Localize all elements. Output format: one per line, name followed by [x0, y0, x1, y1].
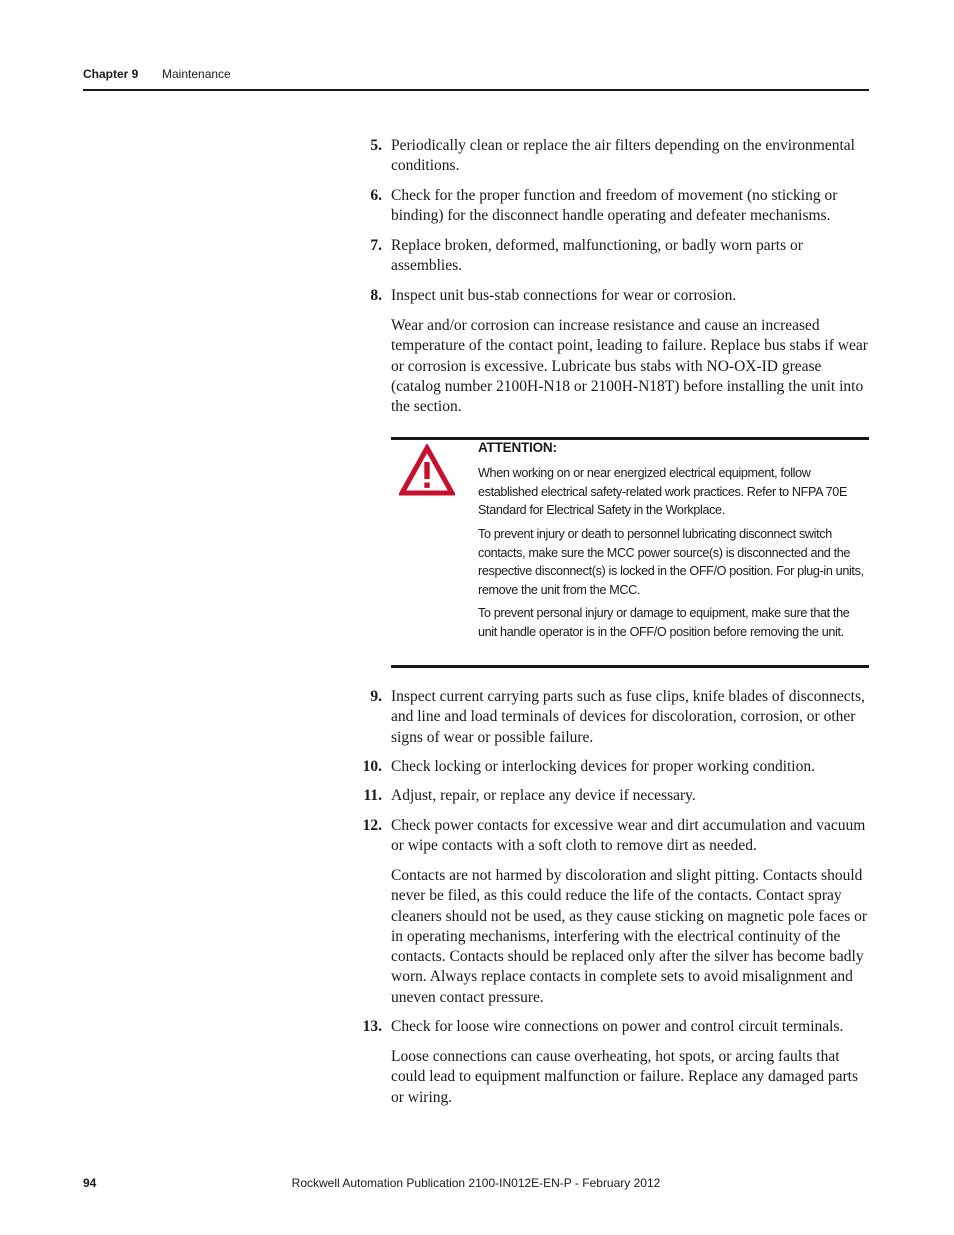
- step-number: 6.: [370, 187, 382, 204]
- step-number: 5.: [370, 137, 382, 154]
- attention-paragraph: To prevent injury or death to personnel lubricating disconnect switch contacts, make sure the MCC power source(s) is disconnected and the respective disconnect(s) is locked in the OFF/O position. For plug-in units, remove the unit from the MCC.: [478, 527, 864, 597]
- attention-title: ATTENTION:: [478, 440, 557, 455]
- section-title: Maintenance: [162, 67, 231, 81]
- step-text: Inspect unit bus-stab connections for wear or corrosion.: [391, 287, 737, 304]
- step-number: 13.: [362, 1018, 382, 1035]
- warning-triangle-icon: [399, 444, 455, 496]
- publication-info: Rockwell Automation Publication 2100-IN012E-EN-P - February 2012: [291, 1176, 661, 1190]
- step-text: Check locking or interlocking devices for proper working condition.: [391, 758, 815, 775]
- step-text: Replace broken, deformed, malfunctioning, or badly worn parts or assemblies.: [391, 237, 803, 275]
- attention-bottom-rule: [391, 665, 869, 668]
- step-number: 11.: [363, 787, 382, 804]
- attention-paragraph: When working on or near energized electrical equipment, follow established electrical safety-related work practices. Refer to NFPA 70E Standard for Electrical Safety in the Workplace.: [478, 466, 847, 518]
- step-text: Periodically clean or replace the air filters depending on the environmental conditions.: [391, 137, 855, 175]
- step-13-note: Loose connections can cause overheating, hot spots, or arcing faults that could lead to equipment malfunction or failure. Replace any damaged parts or wiring.: [391, 1048, 858, 1106]
- step-text: Inspect current carrying parts such as fuse clips, knife blades of disconnects, and line and load terminals of devices for discoloration, corrosion, or other signs of wear or possible failure.: [391, 688, 865, 746]
- step-12-note: Contacts are not harmed by discoloration and slight pitting. Contacts should never be filed, as this could reduce the life of the contacts. Contact spray cleaners should not be used, as they cause sticking on magnetic pole faces or in operating mechanisms, interfering with the electrical continuity of the contacts. Contacts should be replaced only after the silver has become badly worn. Always replace contacts in complete sets to avoid misalignment and uneven contact pressure.: [391, 867, 868, 1006]
- attention-box: [391, 437, 869, 669]
- page-number: 94: [83, 1176, 97, 1190]
- step-text: Check power contacts for excessive wear and dirt accumulation and vacuum or wipe contacts with a soft cloth to remove dirt as needed.: [391, 817, 866, 855]
- step-text: Check for loose wire connections on power and control circuit terminals.: [391, 1018, 844, 1035]
- step-number: 9.: [370, 688, 382, 705]
- step-number: 7.: [370, 237, 382, 254]
- step-number: 10.: [362, 758, 382, 775]
- step-text: Adjust, repair, or replace any device if necessary.: [391, 787, 696, 804]
- attention-paragraph: To prevent personal injury or damage to equipment, make sure that the unit handle operator is in the OFF/O position before removing the unit.: [478, 606, 850, 639]
- step-text: Check for the proper function and freedom of movement (no sticking or binding) for the disconnect handle operating and defeater mechanisms.: [391, 187, 838, 225]
- step-number: 8.: [370, 287, 382, 304]
- header-divider: [83, 89, 869, 91]
- chapter-label: Chapter 9: [83, 67, 139, 81]
- attention-top-rule: [391, 437, 869, 440]
- step-number: 12.: [362, 817, 382, 834]
- step-8-note: Wear and/or corrosion can increase resistance and cause an increased temperature of the contact point, leading to failure. Replace bus stabs if wear or corrosion is excessive. Lubricate bus stabs with NO-OX-ID grease (catalog number 2100H-N18 or 2100H-N18T) before installing the unit into the section.: [391, 317, 868, 416]
- page-header: [83, 66, 869, 90]
